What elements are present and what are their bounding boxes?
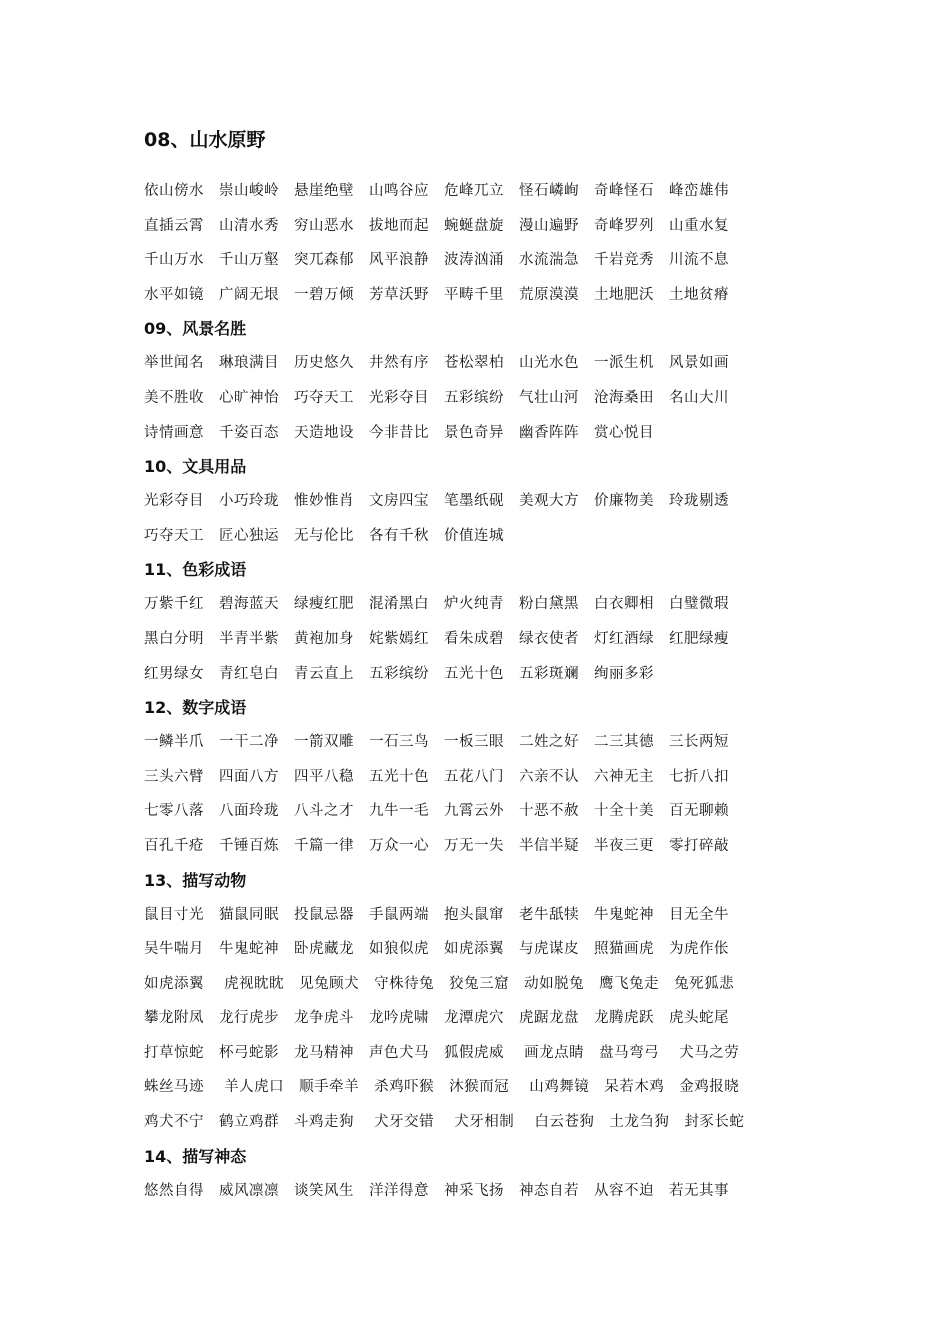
section-heading: 09、风景名胜 [144,319,247,339]
idiom-line: 万紫千红 碧海蓝天 绿瘦红肥 混淆黑白 炉火纯青 粉白黛黑 白衣卿相 白璧微瑕 [144,596,729,613]
section-color-idioms [144,553,824,691]
section-demeanor-idioms [144,1140,824,1209]
idiom-line: 水平如镜 广阔无垠 一碧万倾 芳草沃野 平畴千里 荒原漠漠 土地肥沃 土地贫瘠 [144,286,729,303]
idiom-line: 黑白分明 半青半紫 黄袍加身 姹紫嫣红 看朱成碧 绿衣使者 灯红酒绿 红肥绿瘦 [144,630,729,647]
idiom-line: 攀龙附凤 龙行虎步 龙争虎斗 龙吟虎啸 龙潭虎穴 虎踞龙盘 龙腾虎跃 虎头蛇尾 [144,1010,729,1027]
idiom-line: 一鳞半爪 一干二净 一箭双雕 一石三鸟 一板三眼 二姓之好 二三其德 三长两短 [144,734,729,751]
section-heading: 13、描写动物 [144,870,247,890]
document-page [144,124,824,1208]
section-animal-idioms [144,864,824,1140]
idiom-line: 举世闻名 琳琅满目 历史悠久 井然有序 苍松翠柏 山光水色 一派生机 风景如画 [144,355,729,372]
idiom-line: 光彩夺目 小巧玲珑 惟妙惟肖 文房四宝 笔墨纸砚 美观大方 价廉物美 玲珑剔透 [144,493,729,510]
section-stationery [144,450,824,553]
idiom-line: 直插云霄 山清水秀 穷山恶水 拔地而起 蜿蜒盘旋 漫山遍野 奇峰罗列 山重水复 [144,217,729,234]
section-heading: 10、文具用品 [144,457,247,477]
idiom-line: 巧夺天工 匠心独运 无与伦比 各有千秋 价值连城 [144,527,504,544]
section-heading: 12、数字成语 [144,698,247,718]
idiom-line: 七零八落 八面玲珑 八斗之才 九牛一毛 九霄云外 十恶不赦 十全十美 百无聊赖 [144,803,729,820]
idiom-line: 依山傍水 崇山峻岭 悬崖绝壁 山鸣谷应 危峰兀立 怪石嶙峋 奇峰怪石 峰峦雄伟 [144,183,729,199]
section-heading: 11、色彩成语 [144,560,247,580]
idiom-line: 如虎添翼 虎视眈眈 见兔顾犬 守株待兔 狡兔三窟 动如脱兔 鹰飞兔走 兔死狐悲 [144,975,735,992]
idiom-line: 悠然自得 威风凛凛 谈笑风生 洋洋得意 神采飞扬 神态自若 从容不迫 若无其事 [144,1182,729,1199]
section-scenic-spots [144,312,824,450]
idiom-line: 千山万水 千山万壑 突兀森郁 风平浪静 波涛汹涌 水流湍急 千岩竞秀 川流不息 [144,252,729,269]
document-title: 08、山水原野 [144,129,266,151]
idiom-line: 美不胜收 心旷神怡 巧夺天工 光彩夺目 五彩缤纷 气壮山河 沧海桑田 名山大川 [144,389,729,406]
idiom-line: 蛛丝马迹 羊人虎口 顺手牵羊 杀鸡吓猴 沐猴而冠 山鸡舞镜 呆若木鸡 金鸡报晓 [144,1079,740,1096]
section-number-idioms [144,691,824,863]
idiom-line: 鼠目寸光 猫鼠同眠 投鼠忌器 手鼠两端 抱头鼠窜 老牛舐犊 牛鬼蛇神 目无全牛 [144,906,729,923]
idiom-line: 红男绿女 青红皂白 青云直上 五彩缤纷 五光十色 五彩斑斓 绚丽多彩 [144,665,654,682]
idiom-line: 鸡犬不宁 鹤立鸡群 斗鸡走狗 犬牙交错 犬牙相制 白云苍狗 土龙刍狗 封豕长蛇 [144,1114,745,1131]
idiom-line: 打草惊蛇 杯弓蛇影 龙马精神 声色犬马 狐假虎威 画龙点睛 盘马弯弓 犬马之劳 [144,1044,740,1061]
idiom-line: 百孔千疮 千锤百炼 千篇一律 万众一心 万无一失 半信半疑 半夜三更 零打碎敲 [144,837,729,854]
section-landscape [144,174,824,312]
idiom-line: 诗情画意 千姿百态 天造地设 今非昔比 景色奇异 幽香阵阵 赏心悦目 [144,424,654,441]
idiom-line: 三头六臂 四面八方 四平八稳 五光十色 五花八门 六亲不认 六神无主 七折八扣 [144,768,729,785]
section-heading: 14、描写神态 [144,1146,247,1166]
idiom-line: 吴牛喘月 牛鬼蛇神 卧虎藏龙 如狼似虎 如虎添翼 与虎谋皮 照猫画虎 为虎作伥 [144,941,729,958]
